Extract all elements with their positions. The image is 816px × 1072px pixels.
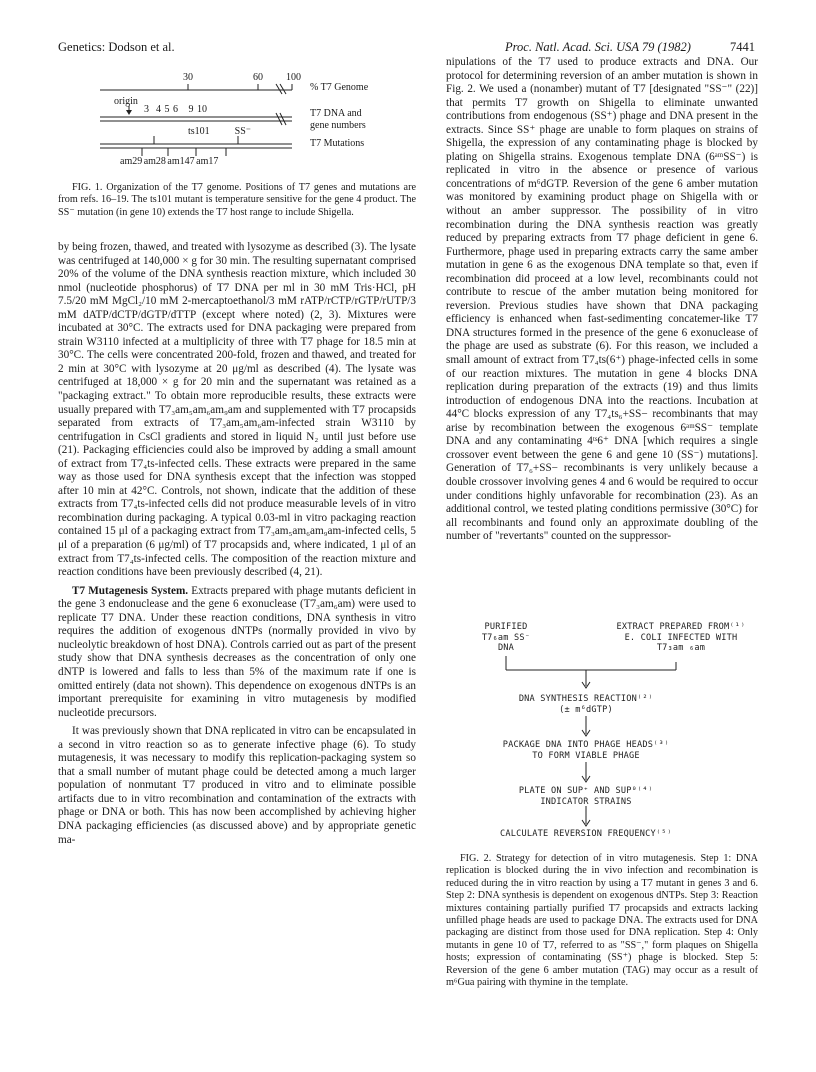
left-column: [58, 241, 416, 847]
mutations-top-labels: ts101 SS⁻: [188, 126, 252, 137]
figure-1-genome-map: [100, 72, 400, 172]
gene-label: T7 DNA and: [310, 108, 362, 119]
step-3-package: PACKAGE DNA INTO PHAGE HEADS⁽³⁾ TO FORM VIABLE PHAGE: [502, 740, 670, 761]
step-5-calculate: CALCULATE REVERSION FREQUENCY⁽⁵⁾: [500, 829, 672, 839]
figure-1-caption: FIG. 1. Organization of the T7 genome. Positions of T7 genes and mutations are from refs. 16–19. The ts101 mutant is temperature sensitive for the gene 4 product. The SS⁻ mutation (in gene 10) extends the T7 host range to include Shigella.: [58, 182, 416, 218]
mutations-label: T7 Mutations: [310, 138, 365, 149]
right-column: [446, 56, 758, 544]
figure-2-caption: FIG. 2. Strategy for detection of in vitro mutagenesis. Step 1: DNA replication is blocked during the in vivo infection and recombination is reduced during the in vitro reaction by using a T7 mutant in genes 3 and 6. Step 2: DNA synthesis is dependent on exogenous dNTPs. Step 3: Reaction mixtures containing partially purified T7 procapsids and extracts lacking unfilled phage heads are used to package DNA. The extracts used for DNA packaging are distinct from those used for DNA replication. Step 4: Only mutants in gene 10 of T7, referred to as "SS⁻," form plaques on Shigella hosts; expression of contaminating (SS⁺) phage is blocked. Step 5: Reversion of the gene 6 amber mutation (TAG) may occur as a result of m⁶Gua pairing with thymine in the template.: [446, 853, 758, 989]
gene-label-line2: gene numbers: [310, 120, 366, 131]
purified-dna-box: PURIFIED T7₆am SS⁻ DNA: [481, 622, 531, 653]
journal-citation: Proc. Natl. Acad. Sci. USA 79 (1982): [505, 40, 691, 54]
step-2-dna-synthesis: DNA SYNTHESIS REACTION⁽²⁾ (± m⁶dGTP): [518, 694, 654, 715]
scale-tick-60: 60: [253, 72, 263, 83]
running-header-left: Genetics: Dodson et al.: [58, 40, 175, 54]
right-paragraph-1: nipulations of the T7 used to produce extracts and DNA. Our protocol for determining reversion of an amber mutation is shown in Fig. 2. We used a (nonamber) mutant of T7 [designated "SS⁻" (22)] that permits T7 growth on Shigella to eliminate unwanted contributions from endogenous (SS⁺) phage and DNA present in the extracts. Since SS⁺ phage are unable to form plaques on strains of Shigella, the expression of any contaminating phage is blocked by plating on Shigella strains. Exogenous template DNA (6ᵃᵐSS⁻) is replicated in vitro in the absence or presence of various concentrations of m⁶dGTP. Reversion of the gene 6 amber mutation was monitored by examining product phage on Shigella with or without an amber suppressor. The possibility of in vitro recombination during the DNA synthesis reaction was greatly reduced by preparing extracts from T7 phage deficient in gene 6. Furthermore, phage used in preparing extracts carry the same amber mutation in gene 6 as the exogenous DNA template so that, even if recombination did proceed at a low level, recombinants could not contribute to rescue of the amber mutation being monitored for reversion. Previous studies have shown that DNA packaging efficiency is enhanced when fast-sedimenting concatemer-like T7 DNA structures formed in the presence of the gene 6 exonuclease of the phage are used as substrate (6). For this reason, we included a small amount of extract from T7₄ts(6⁺) phage-infected cells in some of our reaction mixtures. The mutation in gene 4 blocks DNA replication during preparation of the extracts (19) and thus limits introduction of endogenous DNA into the reactions. Incubation at 44°C blocks expression of any T7₄ts₆+SS− recombinants that may arise by recombination between the exogenous 6ᵃᵐSS⁻ template DNA and any contaminating 4ᵗˢ6⁺ DNA [which requires a single crossover event between the gene 6 and gene 10 (SS⁻) mutations]. Generation of T7₆+SS− recombinants is very unlikely because a double crossover involving genes 4 and 6 would be required to occur under conditions highly unfavorable for recombination (23). As an additional control, we tested plating conditions permissive (30°C) for all recombinants and found only an approximate doubling of the number of "revertants" counted on the suppressor-: [446, 56, 758, 543]
step-4-plate: PLATE ON SUP⁺ AND SUP⁰⁽⁴⁾ INDICATOR STRAINS: [518, 786, 654, 807]
scale-tick-100: 100: [286, 72, 301, 83]
origin-label: origin: [114, 96, 138, 107]
left-paragraph-2: T7 Mutagenesis System. Extracts prepared with phage mutants deficient in the gene 3 endonuclease and the gene 6 exonuclease (T7₃am₆am) were used to replicate T7 DNA. Under these reaction conditions, DNA synthesis in vitro requires the addition of exogenous dNTPs (normally provided in vivo by nucleolytic breakdown of host DNA). Controls carried out as part of the present study show that DNA synthesis decreases as the concentration of only one dNTP is lowered and falls to less than 5% of the maximum rate if one is omitted entirely (data not shown). This dependence on exogenous dNTPs is an important prerequisite for examining in vitro mutagenesis by modified nucleotide precursors.: [58, 584, 416, 719]
flowchart-connectors: [456, 622, 756, 840]
left-paragraph-1: by being frozen, thawed, and treated with lysozyme as described (3). The lysate was centrifuged at 140,000 × g for 30 min. The resulting supernatant comprised 20% of the volume of the DNA synthesis reaction mixture, which included 30 nmol (nucleotide phosphorus) of T7 DNA per ml in 30 mM Tris·HCl, pH 7.5/20 mM MgCl₂/10 mM 2-mercaptoethanol/3 mM rATP/rCTP/rGTP/rUTP/3 mM dATP/dCTP/dGTP/dTTP (except where noted) (2, 3). Mixtures were incubated at 30°C. The extracts used for DNA packaging were prepared from strain W3110 infected at a multiplicity of three with T7 phage for 18.5 min at 30°C. The cells were concentrated 200-fold, frozen and thawed, and treated for 2 min at 30°C with lysozyme at 20 μg/ml as described (4). The lysate was centrifuged at 18,000 × g for 20 min and the supernatant was retained as a "packaging extract." To obtain more reproducible results, these extracts were usually prepared with T7₃am₅am₆am₉am and supplemented with T7 procapsids separated from extracts of T7₃am₅am₆am-infected strain W3110 by centrifugation in CsCl gradients and stored in liquid N₂ until just before use (21). Packaging efficiencies could also be improved by adding a small amount of extract from T7₄ts-infected cells. These extracts were prepared in the same way as those used for DNA synthesis except that the infection was stopped after 10 min at 42°C. Controls, not shown, indicate that the addition of these extracts from T7₄ts-infected cells did not produce measurable levels of in vitro recombination during packaging. A typical 0.03-ml in vitro packaging reaction contained 15 μl of a packaging extract from T7₃am₅am₆am₉am-infected cells, 5 μl of a preparation (6 μg/ml) of T7 procapsids and, where indicated, 1 μl of an extract from T7₄ts-infected cells. The composition of the reaction mixture and reaction conditions have been previously described (4, 21).: [58, 241, 416, 579]
figure-2-flowchart: [456, 622, 756, 840]
left-paragraph-3: It was previously shown that DNA replicated in vitro can be encapsulated in a second in vitro reaction so as to generate infective phage (6). To study mutagenesis, it was necessary to modify this replication-packaging system so that a small number of mutant phage could be detected among a much larger population of nonmutant T7 produced in vitro and to eliminate possible artifacts due to in vitro recombination and contamination of the extracts with phage or DNA or both. This has now been accomplished by achieving higher DNA packaging efficiencies (as discussed above) and by appropriate genetic ma-: [58, 725, 416, 846]
section-title: T7 Mutagenesis System.: [72, 584, 189, 597]
mutations-bottom-labels: am29 am28 am147 am17: [120, 156, 219, 167]
gene-numbers: 3 4 5 6 9 10: [144, 104, 207, 115]
scale-tick-30: 30: [183, 72, 193, 83]
extract-box: EXTRACT PREPARED FROM⁽¹⁾ E. COLI INFECTED WITH T7₃am ₆am: [616, 622, 746, 653]
scale-label: % T7 Genome: [310, 82, 369, 93]
page-number: 7441: [730, 40, 755, 54]
